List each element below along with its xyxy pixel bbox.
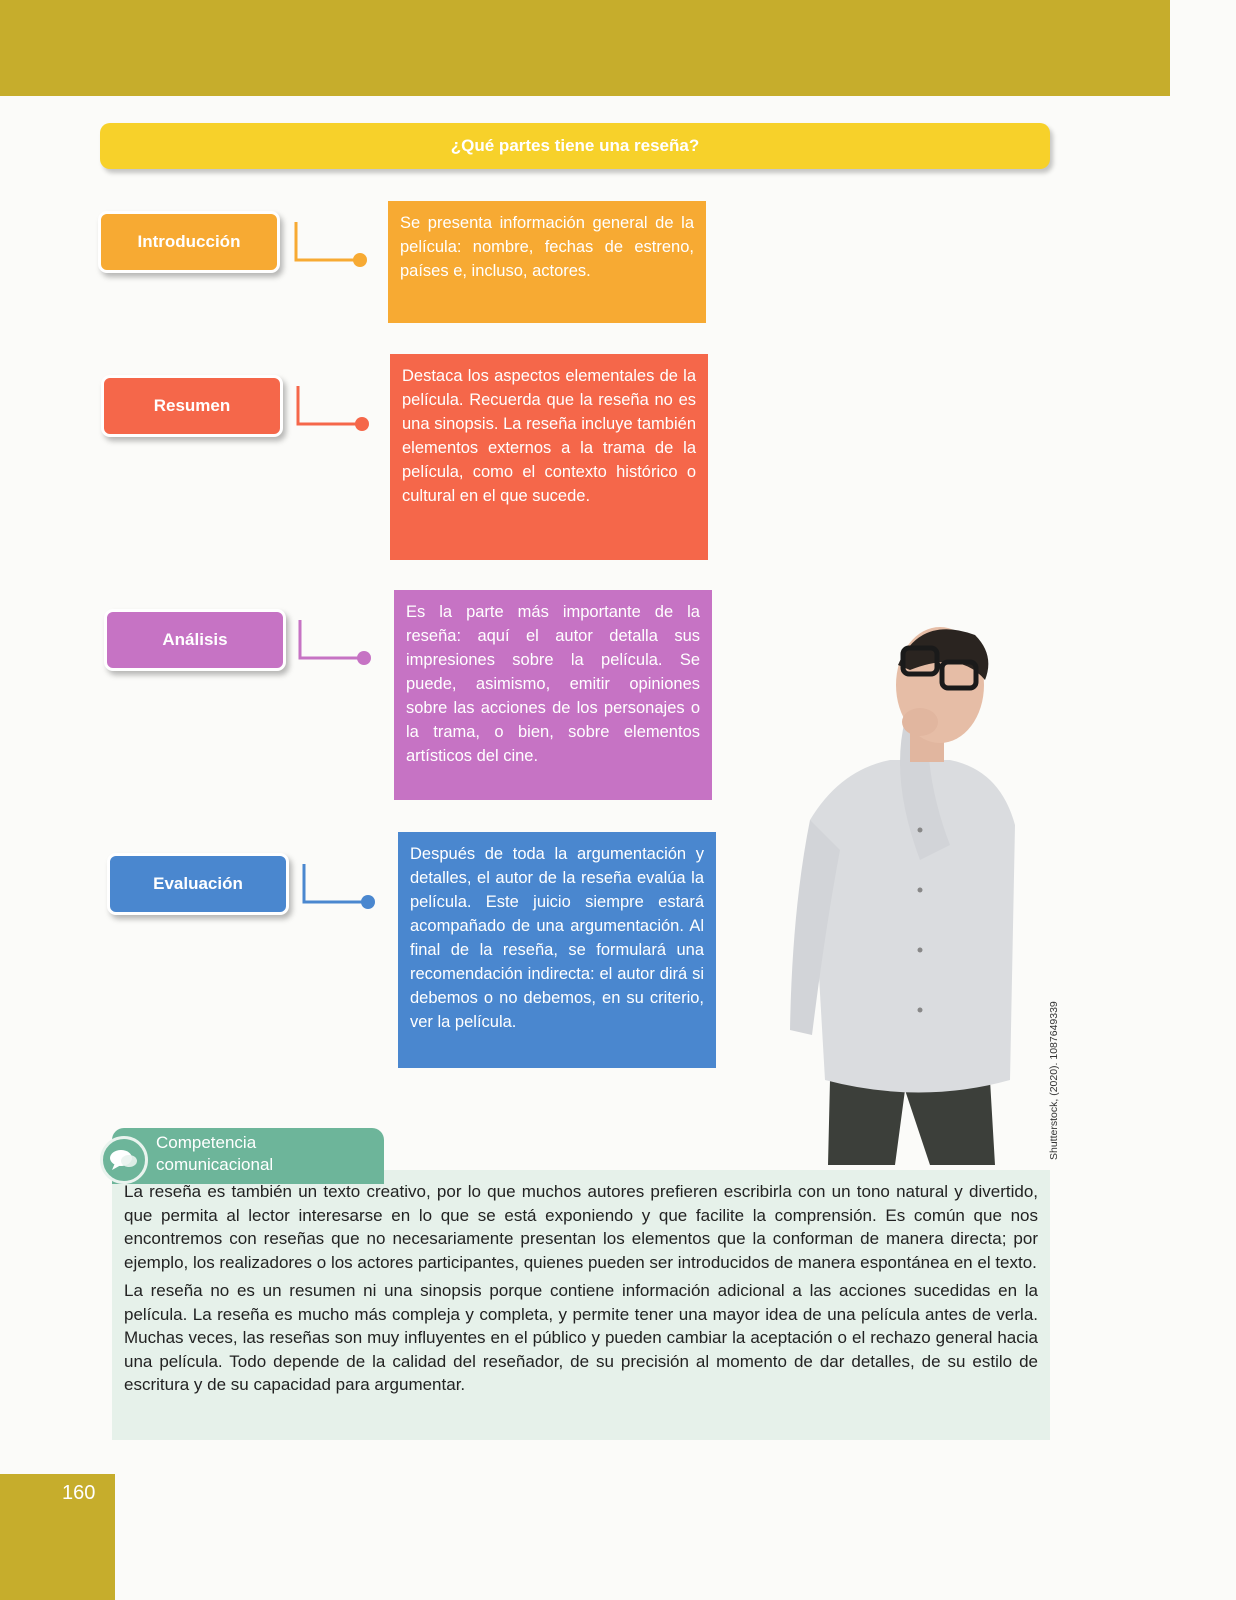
label-resumen <box>101 375 283 437</box>
connector-analisis <box>290 618 374 670</box>
description-resumen: Destaca los aspectos elementales de la película. Recuerda que la reseña no es una sinopsis. La reseña incluye también elementos externos a la trama de la película, como el contexto histórico o cultural en el que sucede. <box>390 354 708 560</box>
connector-introduccion <box>286 220 370 272</box>
label-evaluacion-text: Evaluación <box>153 874 243 893</box>
page-number: 160 <box>62 1482 96 1504</box>
label-evaluacion <box>107 853 289 915</box>
description-evaluacion: Después de toda la argumentación y detalles, el autor de la reseña evalúa la película. Este juicio siempre estará acompañado de una argumentación. Al final de la reseña, se formulará una recomendación indirecta: el autor dirá si debemos o no debemos, en su criterio, ver la película. <box>398 832 716 1068</box>
competencia-paragraph-2: La reseña no es un resumen ni una sinopsis porque contiene información adicional a las acciones sucedidas en la película. La reseña es mucho más compleja y completa, y permite tener una mayor idea de una película antes de verla. Muchas veces, las reseñas son muy influyentes en el público y pueden cambiar la aceptación o el rechazo general hacia una película. Todo depende de la calidad del reseñador, de su precisión al momento de dar detalles, de su estilo de escritura y de su capacidad para argumentar. <box>124 1281 1038 1394</box>
top-color-band <box>0 0 1170 96</box>
page-number-tab <box>0 1474 115 1600</box>
speech-bubble-icon <box>100 1136 148 1184</box>
competencia-title: Competencia comunicacional <box>156 1133 274 1174</box>
label-analisis-text: Análisis <box>162 630 228 649</box>
section-title: ¿Qué partes tiene una reseña? <box>100 123 1050 169</box>
label-resumen-text: Resumen <box>153 396 231 415</box>
label-introduccion-text: Introducción <box>137 232 241 251</box>
thinking-man-photo <box>770 610 1060 1190</box>
description-analisis: Es la parte más importante de la reseña: aquí el autor detalla sus impresiones sobre la película. Se puede, asimismo, emitir opiniones sobre las acciones de los personajes o la trama, o bien, sobre elementos artísticos del cine. <box>394 590 712 800</box>
label-introduccion <box>98 211 280 273</box>
description-introduccion: Se presenta información general de la película: nombre, fechas de estreno, países e, incluso, actores. <box>388 201 706 323</box>
connector-evaluacion <box>294 862 378 914</box>
connector-resumen <box>288 384 372 436</box>
label-analisis <box>104 609 286 671</box>
competencia-paragraph-1: La reseña es también un texto creativo, por lo que muchos autores prefieren escribirla con un tono natural y divertido, que permita al lector interesarse en lo que se está exponiendo y que facilite la comprensión. Es común que nos encontremos con reseñas que no necesariamente presentan los elementos que la conforman de manera directa; por ejemplo, los realizadores o los actores participantes, quienes pueden ser introducidos de manera espontánea en el texto. <box>124 1182 1038 1272</box>
photo-credit: Shutterstock, (2020). 1087649339 <box>1048 1001 1060 1160</box>
competencia-text <box>124 1180 1038 1402</box>
